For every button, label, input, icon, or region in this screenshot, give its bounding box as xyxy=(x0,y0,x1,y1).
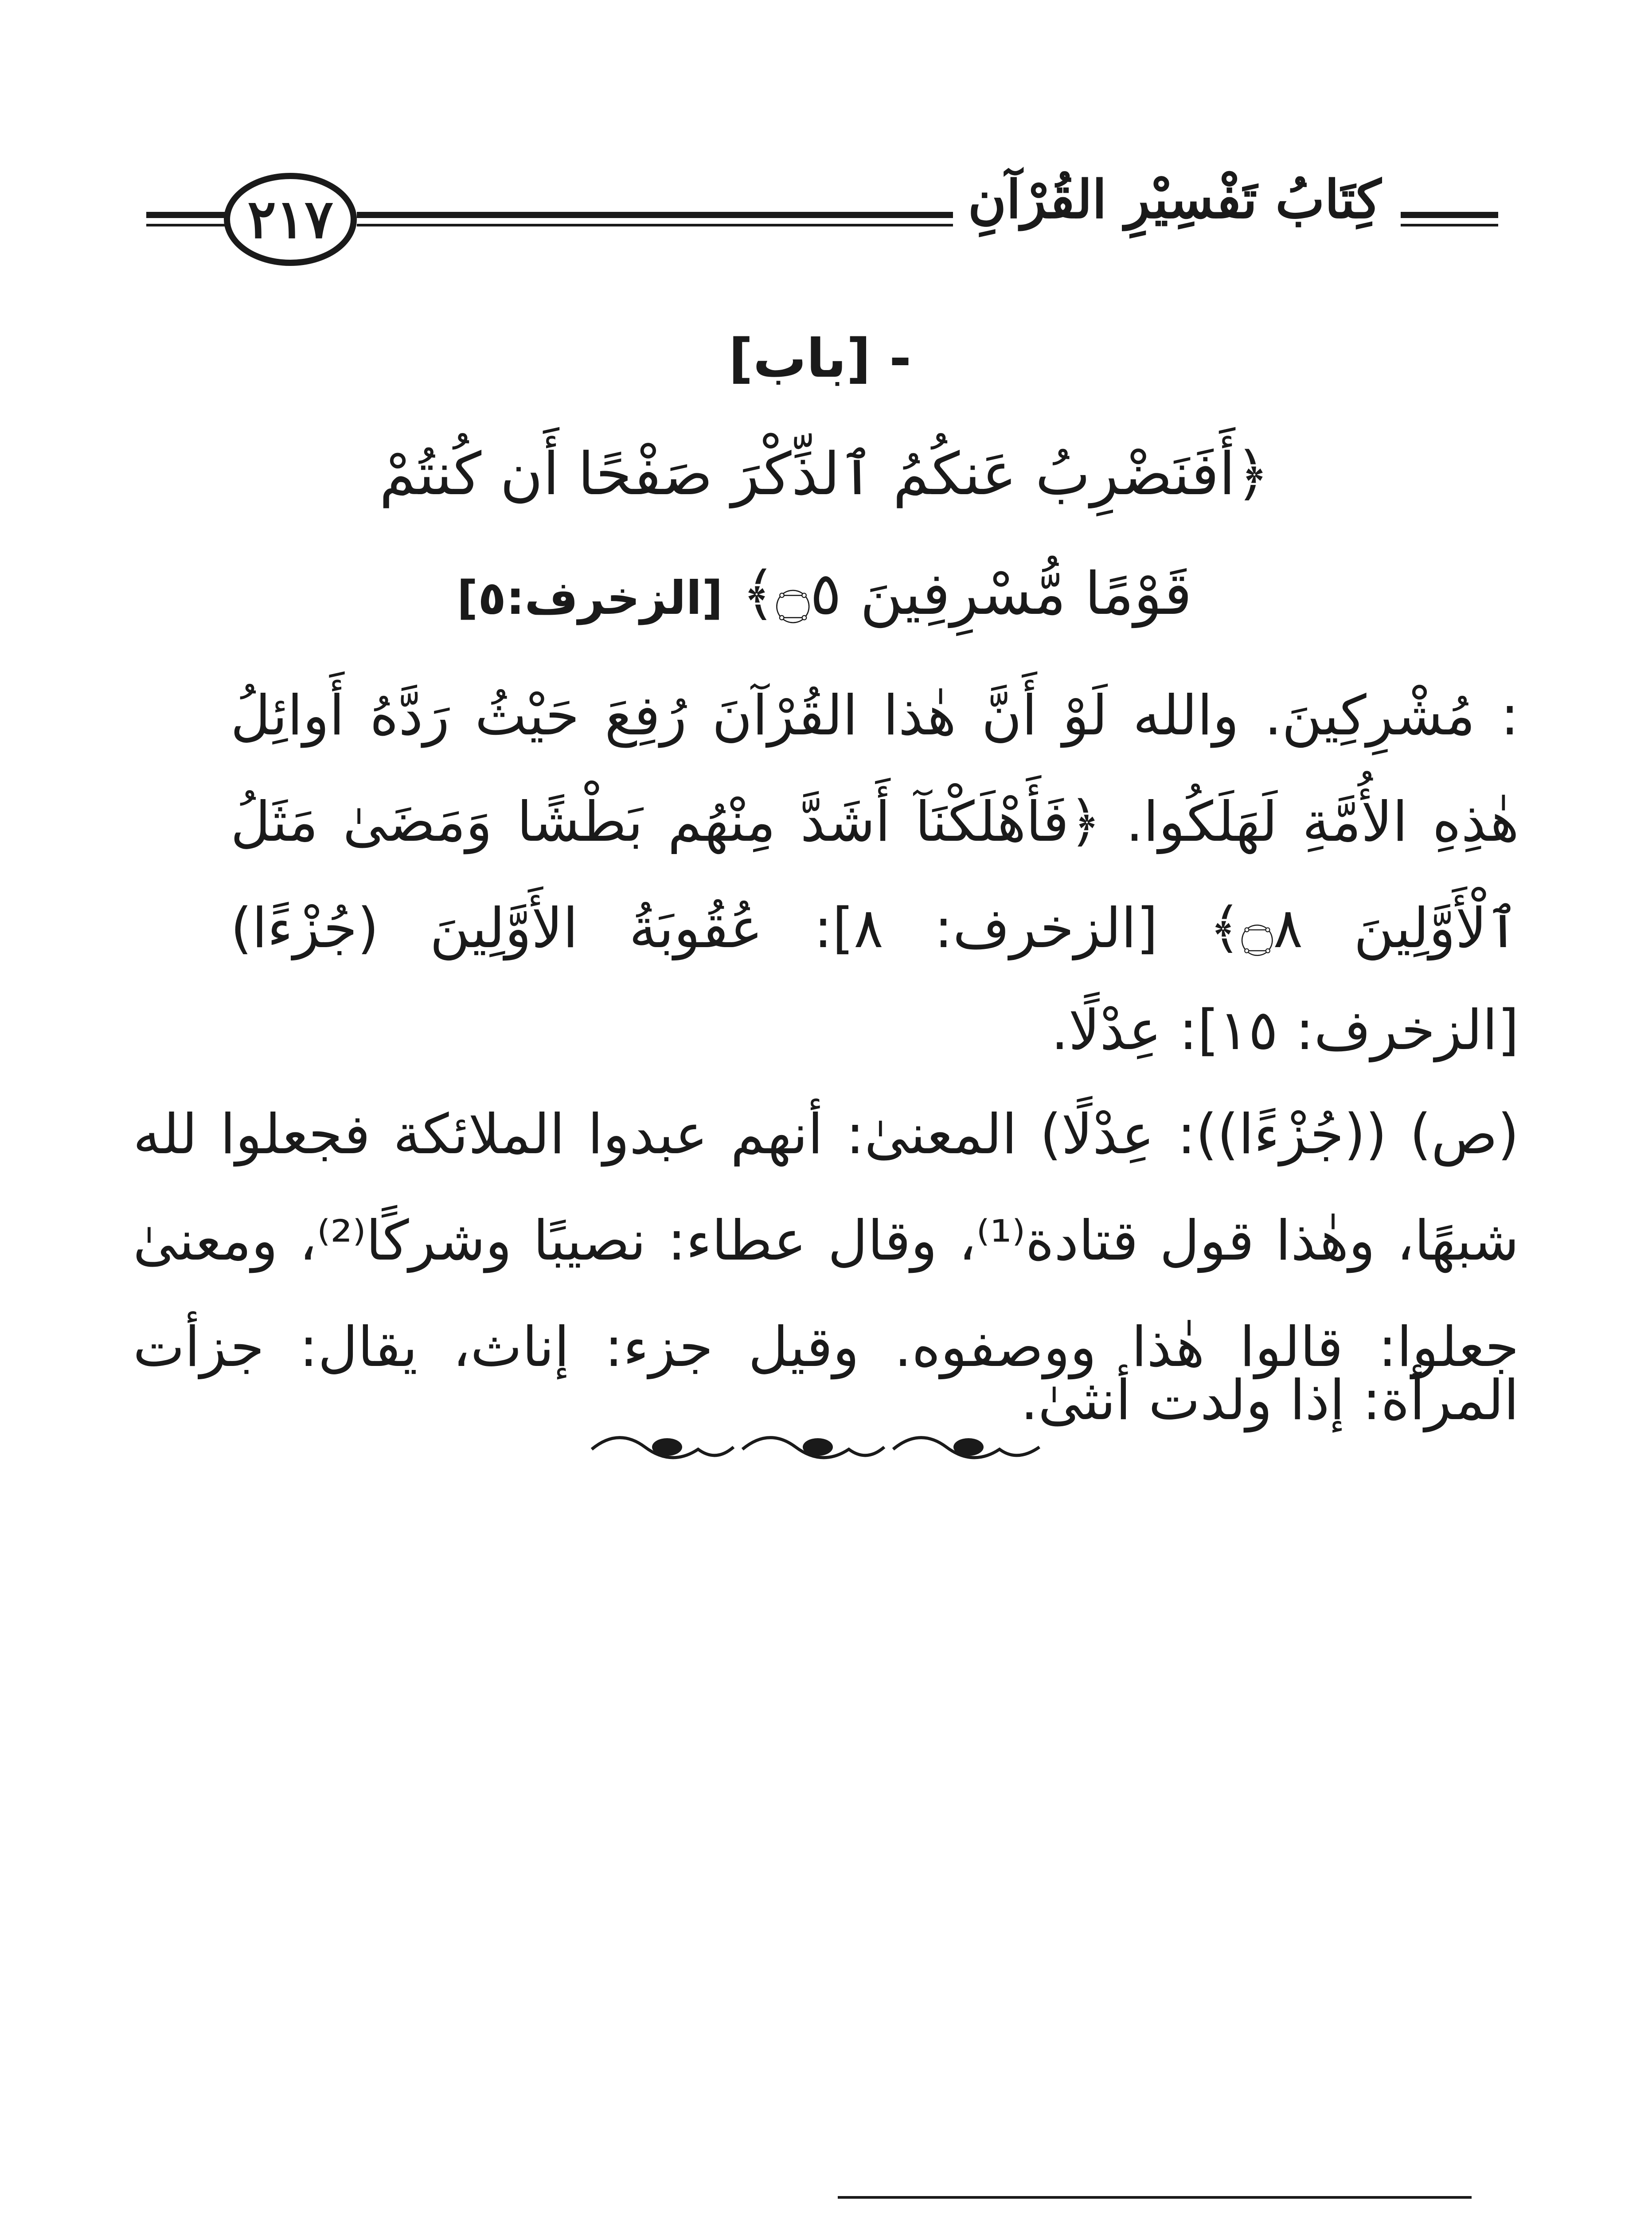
body-line-2: هٰذِهِ الأُمَّةِ لَهَلَكُوا. ﴿فَأَهْلَكْنَآ أَشَدَّ مِنْهُم بَطْشًا وَمَضَىٰ مَثَلُ xyxy=(230,790,1519,854)
header-rule-center-thin xyxy=(357,224,953,226)
body-line-3: ٱلْأَوَّلِينَ ۝٨﴾ [الزخرف: ٨]: عُقُوبَةُ الأَوَّلِينَ (جُزْءًا) xyxy=(230,897,1519,960)
header-rule-right-thick xyxy=(1401,212,1498,218)
section-heading: - [باب] xyxy=(729,328,911,390)
header-rule-right-thin xyxy=(1401,224,1498,226)
header-rule-left-thin xyxy=(146,224,226,226)
paragraph-line-1: (ص) ((جُزْءًا)): عِدْلًا) المعنىٰ: أنهم عبدوا الملائكة فجعلوا لله xyxy=(133,1103,1519,1167)
verse-line-2-wrap xyxy=(182,545,1467,647)
ornament-divider-icon xyxy=(583,1423,1048,1471)
verse-reference: [الزخرف:٥] xyxy=(457,571,723,625)
header-rule-left-thick xyxy=(146,212,226,218)
page-number-badge xyxy=(224,173,357,266)
footnote-separator xyxy=(838,2196,1472,2199)
book-title: كِتَابُ تَفْسِيْرِ القُرْآنِ xyxy=(968,168,1382,230)
verse-line-2: قَوْمًا مُّسْرِفِينَ ۝٥﴾ xyxy=(741,560,1192,628)
body-line-1: : مُشْرِكِينَ. والله لَوْ أَنَّ هٰذا القُرْآنَ رُفِعَ حَيْثُ رَدَّهُ أَوائِلُ xyxy=(230,684,1519,748)
body-line-4: [الزخرف: ١٥]: عِدْلًا. xyxy=(1051,999,1519,1062)
paragraph-line-4: المرأة: إذا ولدت أنثىٰ. xyxy=(1020,1369,1519,1432)
header-rule-center-thick xyxy=(357,212,953,218)
paragraph-line-2: شبهًا، وهٰذا قول قتادة⁽¹⁾، وقال عطاء: نصيبًا وشركًا⁽²⁾، ومعنىٰ xyxy=(133,1209,1519,1273)
page-number: ٢١٧ xyxy=(247,188,333,250)
verse-line-1: ﴿أَفَنَضْرِبُ عَنكُمُ ٱلذِّكْرَ صَفْحًا أَن كُنتُمْ xyxy=(379,440,1270,508)
paragraph-line-3: جعلوا: قالوا هٰذا ووصفوه. وقيل جزء: إناث، يقال: جزأت xyxy=(133,1315,1519,1379)
